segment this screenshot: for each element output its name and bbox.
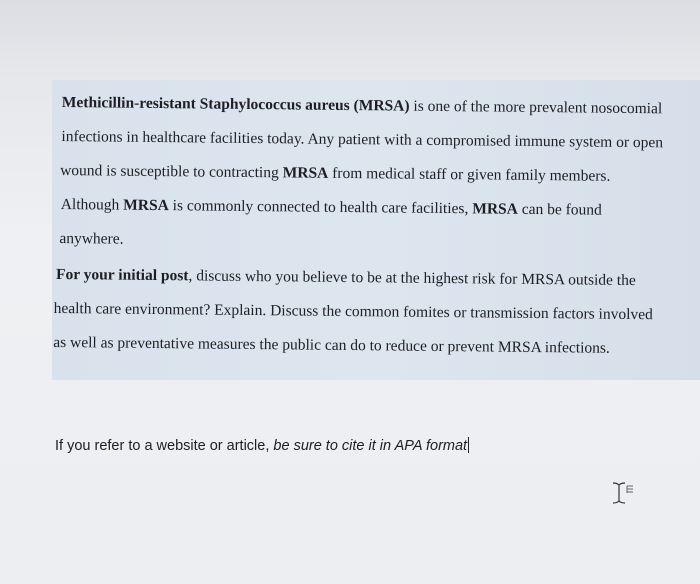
initial-post-line-1: For your initial post, discuss who you believe to be at the highest risk for MRSA outside the	[55, 265, 636, 290]
term-mrsa-abbrev: (MRSA)	[353, 97, 410, 115]
prompt-line-5: anywhere.	[59, 230, 124, 248]
citation-instruction[interactable]: If you refer to a website or article, be sure to cite it in APA format	[55, 438, 468, 454]
text-caret	[468, 437, 469, 453]
prompt-line-4: Although MRSA is commonly connected to health care facilities, MRSA can be found	[60, 196, 602, 219]
prompt-line-1: Methicillin-resistant Staphylococcus aureus (MRSA) is one of the more prevalent nosocomial	[61, 94, 663, 118]
term-mrsa-full: Methicillin-resistant Staphylococcus aureus	[61, 94, 350, 115]
initial-post-line-3: as well as preventative measures the public can do to reduce or prevent MRSA infections.	[53, 333, 610, 357]
initial-post-line-2: health care environment? Explain. Discuss the common fomites or transmission factors involved	[53, 299, 653, 324]
assignment-prompt	[53, 86, 695, 367]
initial-post-label: For your initial post	[55, 265, 189, 285]
prompt-line-2: infections in healthcare facilities today. Any patient with a compromised immune system or open	[61, 128, 664, 152]
text-cursor-icon	[611, 480, 635, 506]
prompt-line-3: wound is susceptible to contracting MRSA from medical staff or given family members.	[60, 162, 611, 185]
